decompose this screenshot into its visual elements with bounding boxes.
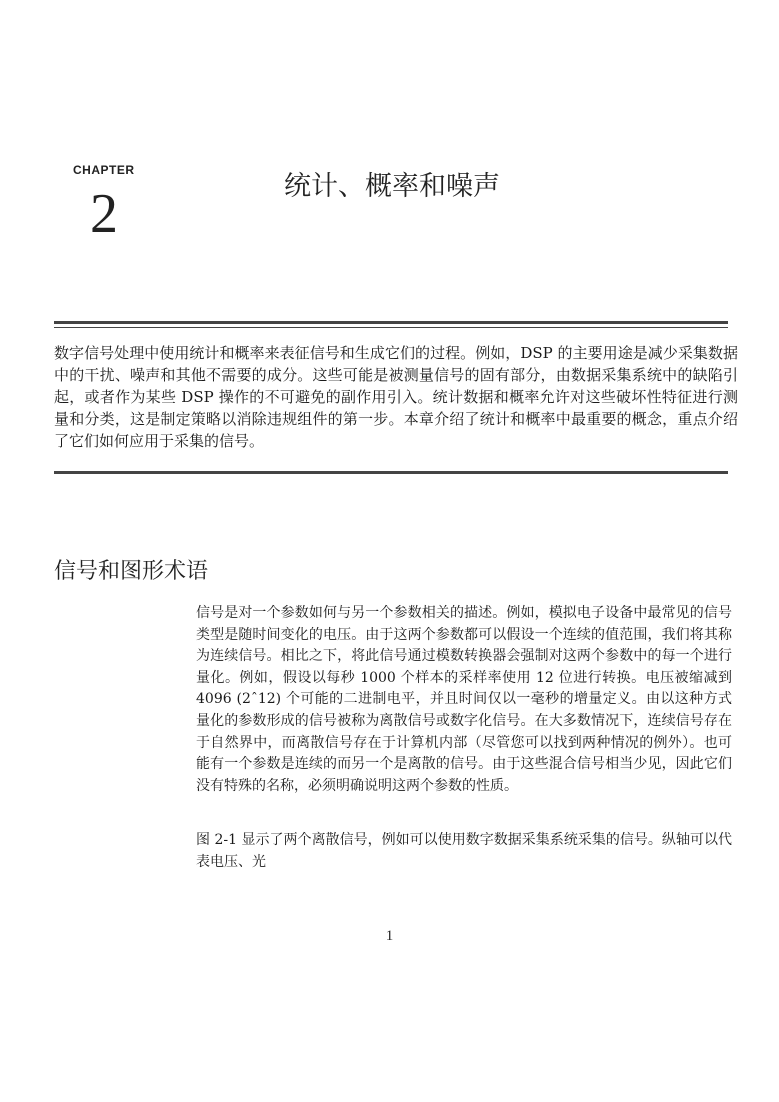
chapter-number: 2 xyxy=(90,183,118,245)
chapter-abstract: 数字信号处理中使用统计和概率来表征信号和生成它们的过程。例如，DSP 的主要用途是减少采集数据中的干扰、噪声和其他不需要的成分。这些可能是被测量信号的固有部分，由数据采集系统中的缺陷引起，或者作为某些 DSP 操作的不可避免的副作用引入。统计数据和概率允许对这些破坏性特征进行测量和分类，这是制定策略以消除违规组件的第一步。本章介绍了统计和概率中最重要的概念，重点介绍了它们如何应用于采集的信号。 xyxy=(54,344,738,450)
chapter-title: 统计、概率和噪声 xyxy=(284,171,500,202)
body-paragraph: 信号是对一个参数如何与另一个参数相关的描述。例如，模拟电子设备中最常见的信号类型是随时间变化的电压。由于这两个参数都可以假设一个连续的值范围，我们将其称为连续信号。相比之下，将此信号通过模数转换器会强制对这两个参数中的每一个进行量化。例如，假设以每秒 1000 个样本的采样率使用 12 位进行转换。电压被缩减到 4096 (2ˆ12) 个可能的二进制电平，并且时间仅以一毫秒的增量定义。由以这种方式量化的参数形成的信号被称为离散信号或数字化信号。在大多数情况下，连续信号存在于自然界中，而离散信号存在于计算机内部（尽管您可以找到两种情况的例外）。也可能有一个参数是连续的而另一个是离散的信号。由于这些混合信号相当少见，因此它们没有特殊的名称，必须明确说明这两个参数的性质。 xyxy=(196,605,732,794)
page-number: 1 xyxy=(385,928,394,944)
chapter-label: CHAPTER xyxy=(73,163,135,177)
section-heading: 信号和图形术语 xyxy=(54,559,209,584)
abstract-top-rule xyxy=(54,321,728,328)
body-paragraph: 图 2-1 显示了两个离散信号，例如可以使用数字数据采集系统采集的信号。纵轴可以代表电压、光 xyxy=(196,832,732,870)
abstract-bottom-rule xyxy=(54,471,728,474)
